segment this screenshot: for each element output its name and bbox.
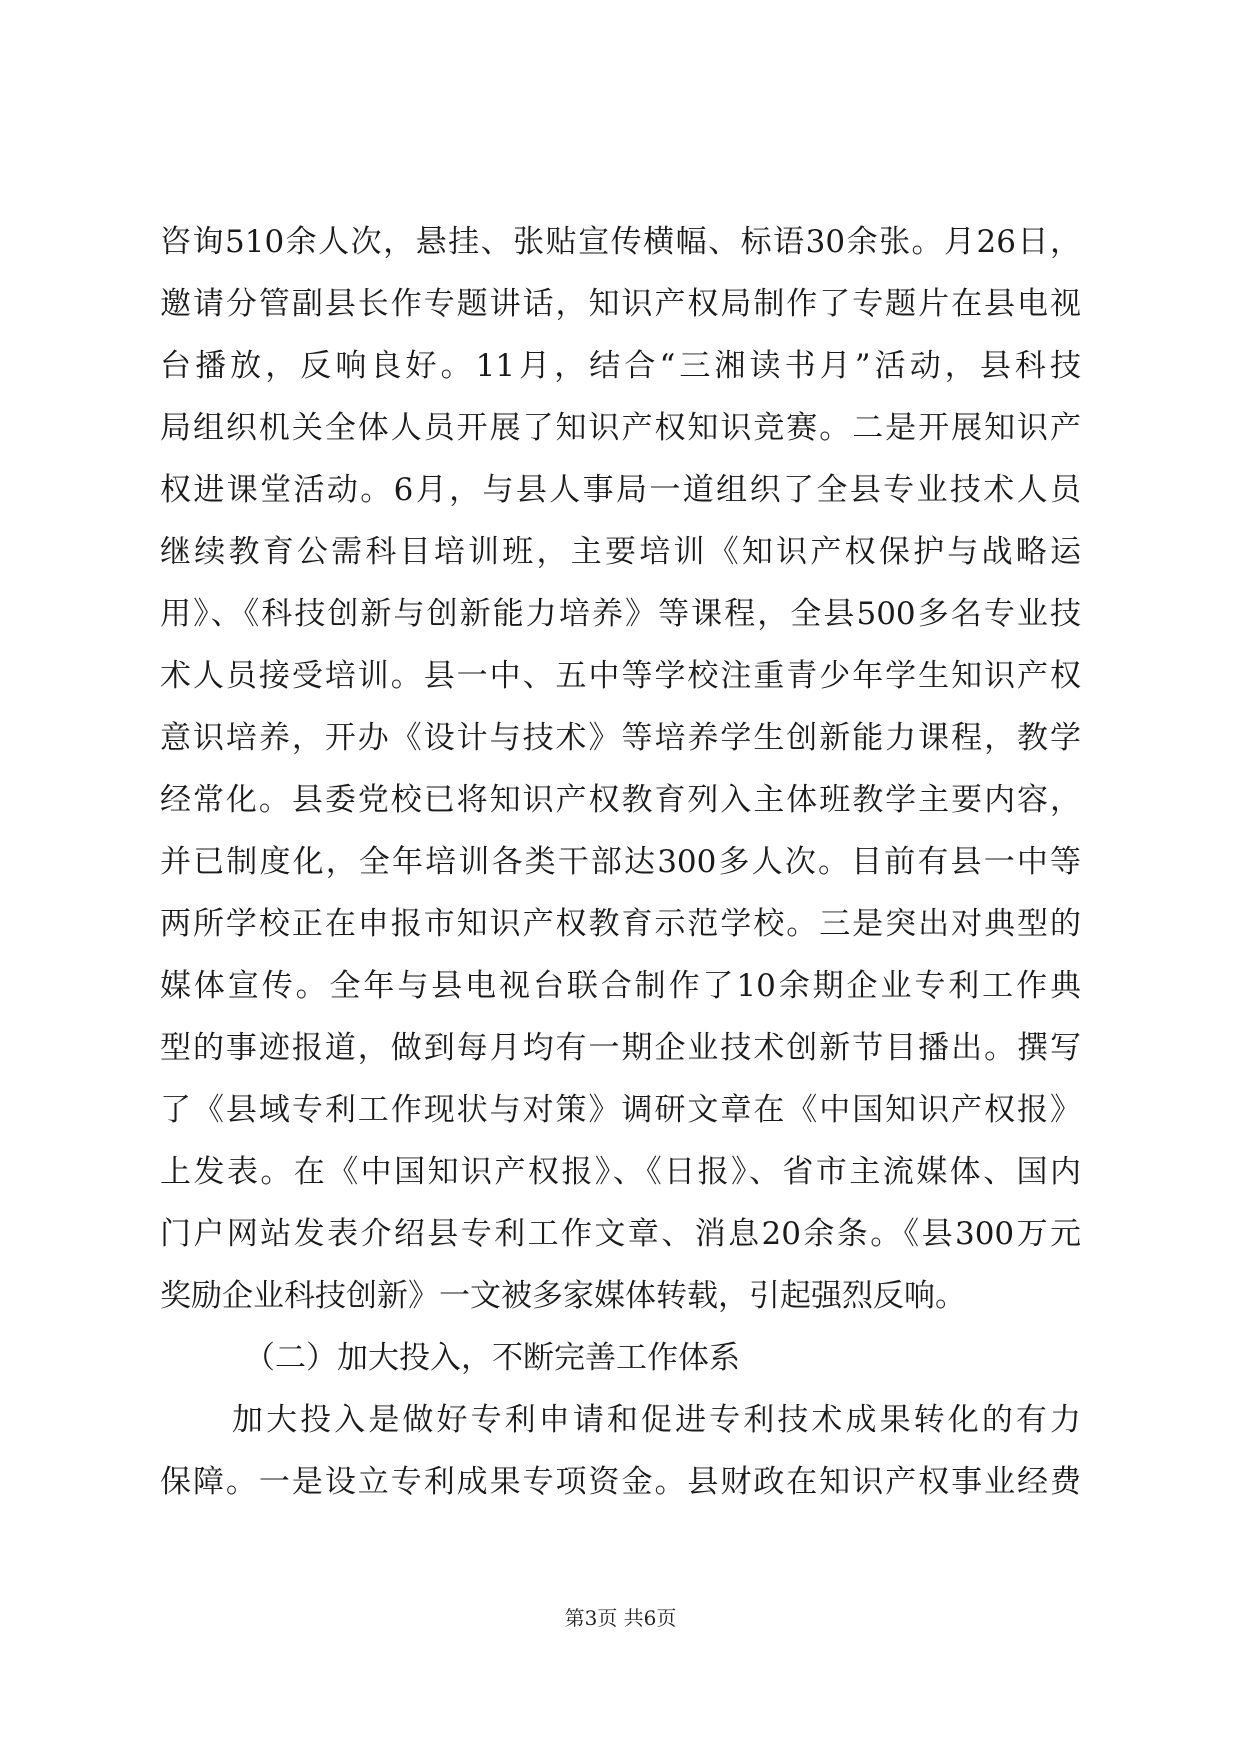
body-text-line: 邀请分管副县长作专题讲话，知识产权局制作了专题片在县电视 bbox=[160, 286, 1081, 322]
body-text-line: 术人员接受培训。县一中、五中等学校注重青少年学生知识产权 bbox=[160, 658, 1081, 694]
body-text-line: 经常化。县委党校已将知识产权教育列入主体班教学主要内容， bbox=[160, 782, 1081, 818]
document-body bbox=[160, 211, 1081, 1513]
body-text-line: 型的事迹报道，做到每月均有一期企业技术创新节目播出。撰写 bbox=[160, 1030, 1081, 1066]
body-text-line: 了《县域专利工作现状与对策》调研文章在《中国知识产权报》 bbox=[160, 1092, 1081, 1128]
body-text-line: 上发表。在《中国知识产权报》、《日报》、省市主流媒体、国内 bbox=[160, 1154, 1081, 1190]
section-heading: （二）加大投入，不断完善工作体系 bbox=[244, 1340, 740, 1376]
body-text-line: 咨询510余人次，悬挂、张贴宣传横幅、标语30余张。月26日， bbox=[160, 224, 1081, 260]
body-text-line: 用》、《科技创新与创新能力培养》等课程，全县500多名专业技 bbox=[160, 596, 1081, 632]
body-text-line: 台播放，反响良好。11月，结合“三湘读书月”活动，县科技 bbox=[160, 348, 1081, 384]
body-text-line: 奖励企业科技创新》一文被多家媒体转载，引起强烈反响。 bbox=[160, 1278, 966, 1314]
body-text-line: 意识培养，开办《设计与技术》等培养学生创新能力课程，教学 bbox=[160, 720, 1081, 756]
body-text-line: 保障。一是设立专利成果专项资金。县财政在知识产权事业经费 bbox=[160, 1464, 1081, 1500]
body-text-line: 权进课堂活动。6月，与县人事局一道组织了全县专业技术人员 bbox=[160, 472, 1081, 508]
body-text-line: 继续教育公需科目培训班，主要培训《知识产权保护与战略运 bbox=[160, 534, 1081, 570]
page-number-footer: 第3页 共6页 bbox=[564, 1606, 677, 1630]
body-text-line: 局组织机关全体人员开展了知识产权知识竞赛。二是开展知识产 bbox=[160, 410, 1081, 446]
body-text-line: 媒体宣传。全年与县电视台联合制作了10余期企业专利工作典 bbox=[160, 968, 1081, 1004]
body-text-line: 两所学校正在申报市知识产权教育示范学校。三是突出对典型的 bbox=[160, 906, 1081, 942]
body-text-line: 门户网站发表介绍县专利工作文章、消息20余条。《县300万元 bbox=[160, 1216, 1081, 1252]
body-text-line: 并已制度化，全年培训各类干部达300多人次。目前有县一中等 bbox=[160, 844, 1081, 880]
body-text-line: 加大投入是做好专利申请和促进专利技术成果转化的有力 bbox=[232, 1402, 1081, 1438]
